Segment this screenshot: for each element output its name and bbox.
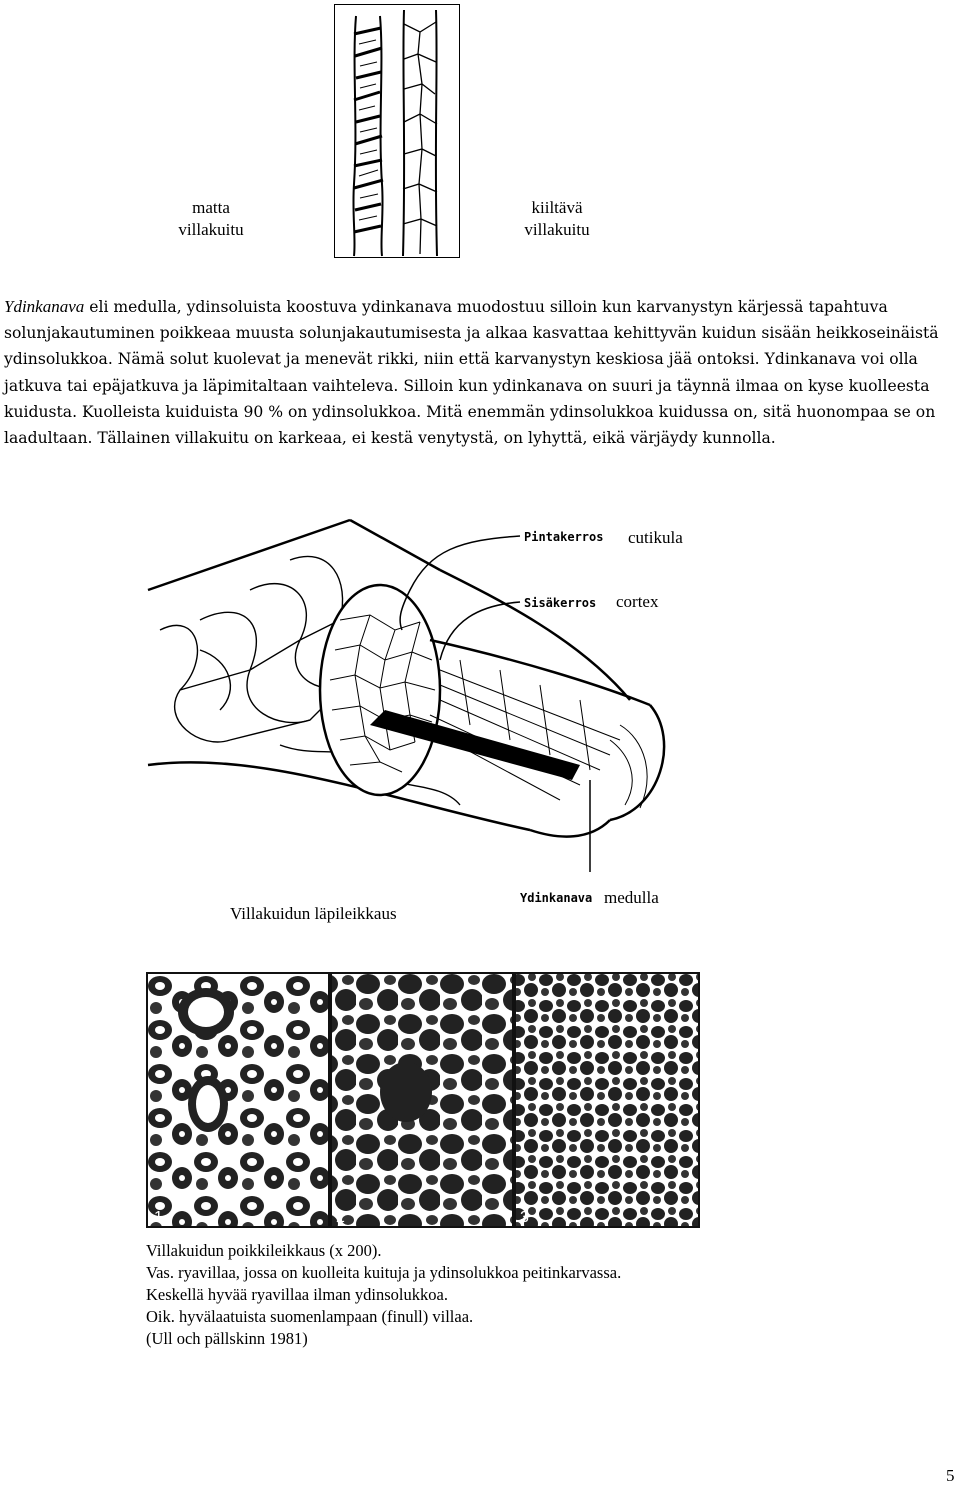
caption-line-2: Vas. ryavillaa, jossa on kuolleita kuituja ja ydinsolukkoa peitinkarvassa. [146,1263,622,1282]
fiber-surface-drawing [334,4,460,258]
caption-line-3: Keskellä hyvää ryavillaa ilman ydinsolukkoa. [146,1285,448,1304]
label-ydinkanava: Ydinkanava [520,891,593,905]
paragraph-text: eli medulla, ydinsoluista koostuva ydinkanava muodostuu silloin kun karvanystyn kärjessä tapahtuva solunjakautuminen poikkeaa muusta solunjakautumisesta ja alkaa kasvattaa kehittyvän kuidun sisään heikkoseinäistä ydinsolukkoa. Nämä solut kuolevat ja menevät rikki, niin että karvanystyn keskiosa jää ontoksi. Ydinkanava voi olla jatkuva tai epäjatkuva ja läpimitaltaan vaihteleva. Silloin kun ydinkanava on suuri ja täynnä ilmaa on kyse kuolleesta kuidusta. Kuolleista kuiduista 90 % on ydinsolukkoa. Mitä enemmän ydinsolukkoa kuidussa on, sitä huonompaa se on laadultaan. Tällainen villakuitu on karkeaa, ei kestä venytystä, on lyhyttä, eikä värjäydy kunnolla. [4,298,939,448]
term-ydinkanava: Ydinkanava [4,297,85,316]
panel-number-1: 1 [154,1209,163,1226]
shiny-fiber-label: kiiltävä villakuitu [524,198,590,239]
matte-fiber-label: matta villakuitu [178,198,244,239]
page-number: 5 [946,1466,955,1485]
wool-cross-section-micrograph [146,972,700,1228]
micrograph-panel-3 [516,974,698,1226]
micrograph-panel-1 [148,974,328,1226]
label-cortex: cortex [616,592,659,611]
caption-line-1: Villakuidun poikkileikkaus (x 200). [146,1241,382,1260]
label-pintakerros: Pintakerros [524,530,604,544]
label-cutikula: cutikula [628,528,683,547]
caption-line-5: (Ull och pällskinn 1981) [146,1329,308,1348]
medulla-paragraph [4,294,956,451]
panel-number-3: 3 [520,1209,529,1226]
cross-section-title: Villakuidun läpileikkaus [230,904,397,923]
panel-number-2: 2 [336,1209,345,1226]
label-sisakerros: Sisäkerros [524,596,597,610]
label-medulla: medulla [604,888,659,907]
micrograph-caption [146,1240,621,1350]
caption-line-4: Oik. hyvälaatuista suomenlampaan (finull) villaa. [146,1307,474,1326]
fiber-cross-section-drawing [140,510,760,930]
